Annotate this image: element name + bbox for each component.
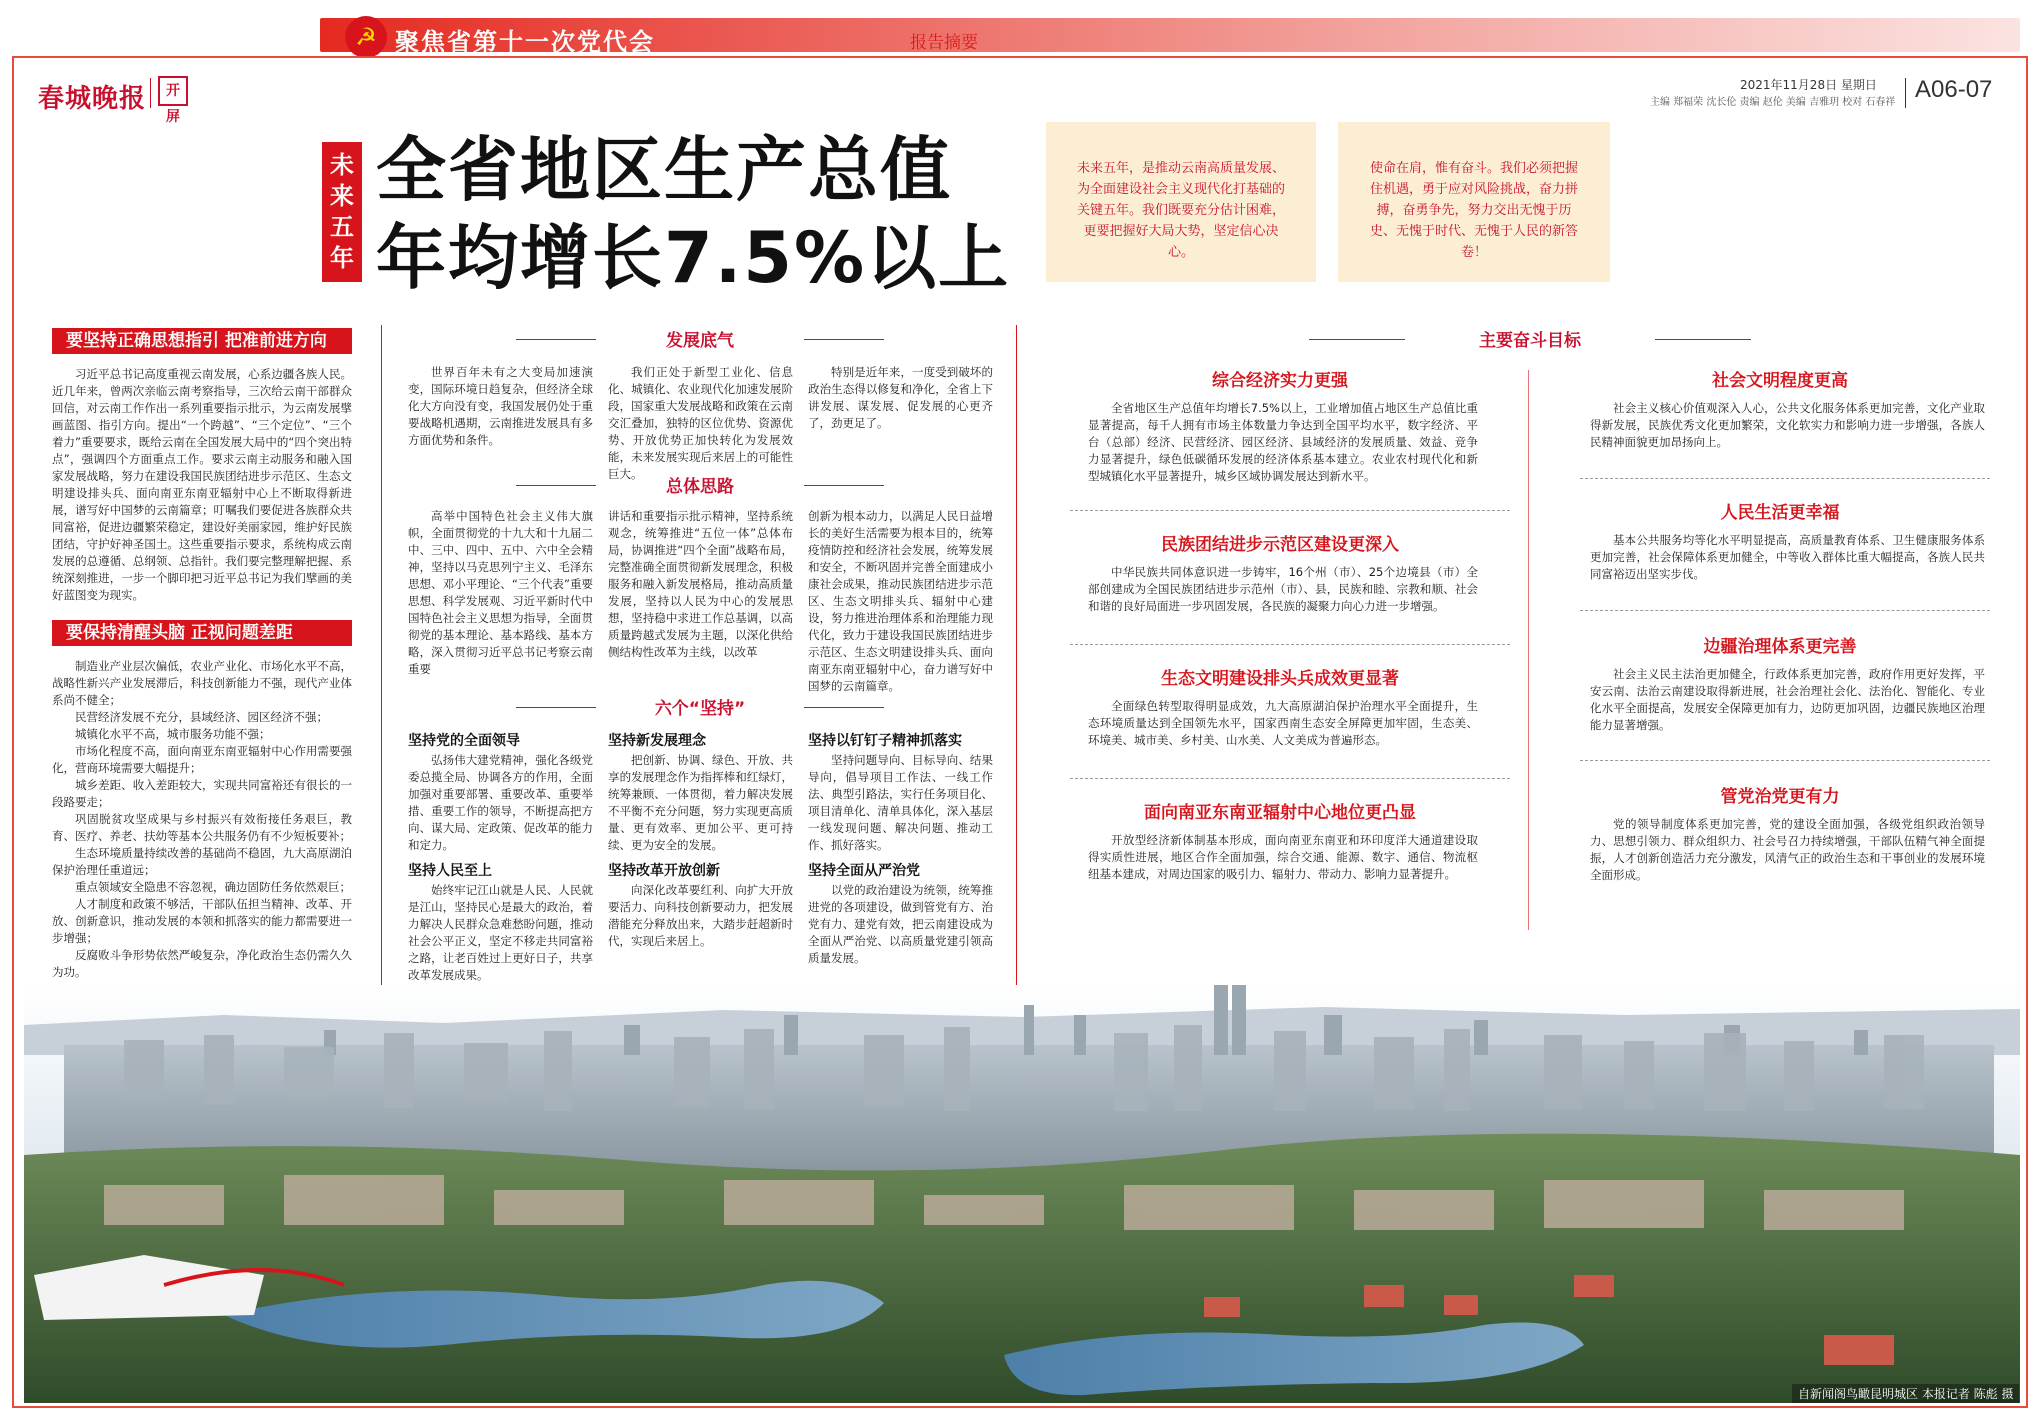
- banner-title: 聚焦省第十一次党代会: [395, 28, 655, 56]
- goal-text: 全省地区生产总值年均增长7.5%以上，工业增加值占地区生产总值比重显著提高，每千人拥有市场主体数量力争达到全国平均水平，数字经济、平台（总部）经济、民营经济、园区经济、县域经济的发展质量、效益、竞争力显著提升，绿色低碳循环发展的经济体系基本建立。农业农村现代化和新型城镇化水平显著提升，城乡区域协调发展达到新水平。: [1088, 401, 1478, 483]
- top-banner: [0, 0, 2042, 56]
- dev-col-3: 特别是近年来，一度受到破坏的政治生态得以修复和净化，全省上下讲发展、谋发展、促发展的心更齐了，劲更足了。: [808, 365, 993, 430]
- page-number: A06-07: [1915, 76, 1993, 103]
- goal-divider: [1580, 478, 1990, 479]
- problems-intro: 制造业产业层次偏低，农业产业化、市场化水平不高，战略性新兴产业发展滞后，科技创新能力不强，现代产业体系尚不健全；: [52, 659, 352, 707]
- thinking-col-3: 创新为根本动力，以满足人民日益增长的美好生活需要为根本目的，统筹疫情防控和经济社会发展，统筹发展和安全，不断巩固并完善全面建成小康社会成果，推动民族团结进步示范区、生态文明排头兵、辐射中心建设，努力推进治理体系和治理能力现代化，致力于建设我国民族团结进步示范区、生态文明建设排头兵、面向南亚东南亚辐射中心，奋力谱写好中国梦的云南篇章。: [808, 509, 993, 693]
- goal-text: 党的领导制度体系更加完善，党的建设全面加强，各级党组织政治领导力、思想引领力、群众组织力、社会号召力持续增强，干部队伍精气神全面提振，人才创新创造活力充分激发，风清气正的政治生态和干事创业的发展环境全面形成。: [1590, 817, 1985, 882]
- vertical-tag-text: 未来五年: [330, 151, 354, 272]
- column-divider: [1528, 370, 1529, 930]
- problem-item: 城乡差距、收入差距较大，实现共同富裕还有很长的一段路要走；: [52, 778, 352, 809]
- goal-divider: [1580, 760, 1990, 761]
- column-divider: [1016, 325, 1017, 985]
- persist-text: 把创新、协调、绿色、开放、共享的发展理念作为指挥棒和红绿灯，统筹兼顾、一体贯彻，着力解决发展不平衡不充分问题，努力实现更高质量、更有效率、更加公平、更可持续、更为安全的发展。: [608, 753, 793, 852]
- goal-title: 生态文明建设排头兵成效更显著: [1161, 669, 1399, 689]
- goal-text: 中华民族共同体意识进一步铸牢，16个州（市）、25个边境县（市）全部创建成为全国民族团结进步示范州（市）、县，民族和睦、宗教和顺、社会和谐的良好局面进一步巩固发展，各民族的凝聚力向心力进一步增强。: [1088, 565, 1478, 613]
- page-number-divider: [1905, 78, 1906, 108]
- problem-item: 市场化程度不高，面向南亚东南亚辐射中心作用需要强化，营商环境需要大幅提升；: [52, 744, 352, 775]
- thinking-col-1: 高举中国特色社会主义伟大旗帜，全面贯彻党的十九大和十九届二中、三中、四中、五中、六中全会精神，坚持以马克思列宁主义、毛泽东思想、邓小平理论、“三个代表”重要思想、科学发展观、习近平新时代中国特色社会主义思想为指导，全面贯彻党的基本理论、基本路线、基本方略，深入贯彻习近平总书记考察云南重要: [408, 509, 593, 676]
- persist-text: 坚持问题导向、目标导向、结果导向，倡导项目工作法、一线工作法、典型引路法，实行任务项目化、项目清单化、清单具体化，深入基层一线发现问题、解决问题、推动工作、抓好落实。: [808, 753, 993, 852]
- goal-title: 人民生活更幸福: [1720, 503, 1840, 523]
- masthead-name: 春城晚报: [38, 84, 147, 114]
- headline-line2: 年均增长7.5%以上: [376, 217, 1011, 299]
- quote-box-2: 使命在肩，惟有奋斗。我们必须把握住机遇，勇于应对风险挑战，奋力拼搏，奋勇争先，努力交出无愧于历史、无愧于时代、无愧于人民的新答卷！: [1338, 122, 1610, 282]
- guidance-text: [52, 366, 352, 604]
- goal-text: 社会主义民主法治更加健全，行政体系更加完善，政府作用更好发挥，平安云南、法治云南建设取得新进展，社会治理社会化、法治化、智能化、专业化水平全面提高，发展安全保障更加有力，边防更加巩固，边疆民族地区治理能力显著增强。: [1590, 667, 1985, 732]
- goal-divider: [1580, 610, 1990, 611]
- problem-item: 生态环境质量持续改善的基础尚不稳固，九大高原湖泊保护治理任重道远；: [52, 846, 352, 877]
- persist-text: 弘扬伟大建党精神，强化各级党委总揽全局、协调各方的作用，全面加强对重要部署、重要改革、重要举措、重要工作的领导，不断提高把方向、谋大局、定政策、促改革的能力和定力。: [408, 753, 593, 852]
- problem-item: 反腐败斗争形势依然严峻复杂，净化政治生态仍需久久为功。: [52, 948, 352, 979]
- kaiping-logo-icon: 开屏: [158, 76, 188, 106]
- section-title-six-persist: 六个“坚持”: [600, 694, 800, 719]
- goal-divider: [1070, 644, 1510, 645]
- section-title-development: 发展底气: [600, 326, 800, 351]
- city-skyline-illustration: [24, 985, 2020, 1403]
- persist-title: 坚持党的全面领导: [408, 733, 520, 749]
- goal-text: 开放型经济新体制基本形成，面向南亚东南亚和环印度洋大通道建设取得实质性进展，地区合作全面加强，综合交通、能源、数字、通信、物流枢纽基本建成，对周边国家的吸引力、辐射力、带动力、影响力显著提升。: [1088, 833, 1478, 881]
- vertical-tag: [322, 142, 362, 282]
- goal-text: 全面绿色转型取得明显成效，九大高原湖泊保护治理水平全面提升，生态环境质量达到全国领先水平，国家西南生态安全屏障更加牢固，生态美、环境美、城市美、乡村美、山水美、人文美成为普遍形态。: [1088, 699, 1478, 747]
- masthead-divider: [150, 78, 151, 108]
- persist-text: 始终牢记江山就是人民、人民就是江山，坚持民心是最大的政治，着力解决人民群众急难愁盼问题，推动社会公平正义，坚定不移走共同富裕之路，让老百姓过上更好日子，共享改革发展成果。: [408, 883, 593, 982]
- persist-title: 坚持人民至上: [408, 863, 492, 879]
- problem-item: 重点领域安全隐患不容忽视，确边固防任务依然艰巨；: [75, 880, 351, 894]
- persist-title: 坚持改革开放创新: [608, 863, 720, 879]
- dev-col-1: 世界百年未有之大变局加速演变，国际环境日趋复杂，但经济全球化大方向没有变，我国发展仍处于重要战略机遇期，云南推进发展具有多方面优势和条件。: [408, 365, 593, 447]
- goal-title: 民族团结进步示范区建设更深入: [1161, 535, 1399, 555]
- column-divider: [381, 325, 382, 985]
- quote-box-1: 未来五年，是推动云南高质量发展、为全面建设社会主义现代化打基础的关键五年。我们既要充分估计困难，更要把握好大局大势，坚定信心决心。: [1046, 122, 1316, 282]
- problems-text: [52, 658, 352, 981]
- problem-item: 城镇化水平不高，城市服务功能不强；: [75, 727, 271, 741]
- guidance-paragraph: 习近平总书记高度重视云南发展，心系边疆各族人民。近几年来，曾两次亲临云南考察指导，三次给云南干部群众回信，对云南工作作出一系列重要指示批示，为云南发展擘画蓝图、指引方向。提出“一个跨越”、“三个定位”、“三个着力”重要要求，既给云南在全国发展大局中的“四个突出特点”，强调四个方面重点工作。要求云南主动服务和融入国家发展战略，努力在建设我国民族团结进步示范区、生态文明建设排头兵、面向南亚东南亚辐射中心上不断取得新进展，谱写好中国梦的云南篇章；叮嘱我们要促进各族群众共同富裕，促进边疆繁荣稳定，建设好美丽家园，维护好民族团结，守护好神圣国土。这些重要指示要求，系统构成云南发展的总遵循、总纲领、总指针。我们要完整理解把握、系统深刻推进，一步一个脚印把习近平总书记为我们擘画的美好蓝图变为现实。: [52, 367, 352, 602]
- goal-title: 管党治党更有力: [1720, 787, 1840, 807]
- thinking-col-2: 讲话和重要指示批示精神，坚持系统观念，统筹推进“五位一体”总体布局，协调推进“四个全面”战略布局，完整准确全面贯彻新发展理念，积极服务和融入新发展格局，推动高质量发展，坚持以人民为中心的发展思想，坚持稳中求进工作总基调，以高质量跨越式发展为主题，以深化供给侧结构性改革为主线，以改革: [608, 509, 793, 659]
- staff-credits: 主编 郑福荣 沈长伦 责编 赵伦 美编 吉雅玥 校对 石春祥: [1650, 97, 1896, 108]
- section-title-problems: 要保持清醒头脑 正视问题差距: [52, 620, 352, 646]
- persist-title: 坚持以钉钉子精神抓落实: [808, 733, 962, 749]
- goal-title: 面向南亚东南亚辐射中心地位更凸显: [1144, 803, 1416, 823]
- persist-title: 坚持新发展理念: [608, 733, 706, 749]
- problem-item: 巩固脱贫攻坚成果与乡村振兴有效衔接任务艰巨，教育、医疗、养老、扶幼等基本公共服务仍有不少短板要补；: [52, 812, 352, 843]
- banner-subtitle: 报告摘要: [910, 33, 978, 53]
- goal-title: 综合经济实力更强: [1212, 371, 1348, 391]
- goal-divider: [1070, 510, 1510, 511]
- persist-title: 坚持全面从严治党: [808, 863, 920, 879]
- section-title-guidance: 要坚持正确思想指引 把准前进方向: [52, 328, 352, 354]
- problem-item: 人才制度和政策不够活，干部队伍担当精神、改革、开放、创新意识，推动发展的本领和抓落实的能力都需要进一步增强；: [52, 897, 352, 945]
- photo-caption: 自新闻阁鸟瞰昆明城区 本报记者 陈彪 摄: [1792, 1384, 2019, 1403]
- headline: [376, 126, 1010, 302]
- goal-text: 社会主义核心价值观深入人心，公共文化服务体系更加完善，文化产业取得新发展，民族优秀文化更加繁荣，文化软实力和影响力进一步增强，各族人民精神面貌更加昂扬向上。: [1590, 401, 1985, 449]
- city-aerial-photo: [24, 985, 2020, 1403]
- goal-title: 边疆治理体系更完善: [1703, 637, 1857, 657]
- problem-item: 民营经济发展不充分，县域经济、园区经济不强；: [75, 710, 328, 724]
- goal-text: 基本公共服务均等化水平明显提高，高质量教育体系、卫生健康服务体系更加完善，社会保障体系更加健全，中等收入群体比重大幅提高，各族人民共同富裕迈出坚实步伐。: [1590, 533, 1985, 581]
- headline-line1: 全省地区生产总值: [376, 129, 952, 211]
- dateline: 2021年11月28日 星期日: [1740, 78, 1877, 92]
- section-title-thinking: 总体思路: [600, 472, 800, 497]
- section-title-goals: 主要奋斗目标: [1410, 326, 1650, 351]
- persist-text: 向深化改革要红利、向扩大开放要活力、向科技创新要动力，把发展潜能充分释放出来，大踏步赶超新时代，实现后来居上。: [608, 883, 793, 948]
- dev-col-2: 我们正处于新型工业化、信息化、城镇化、农业现代化加速发展阶段，国家重大发展战略和政策在云南交汇叠加，独特的区位优势、资源优势、开放优势正加快转化为发展效能，未来发展实现后来居上的可能性巨大。: [608, 365, 793, 481]
- goal-divider: [1070, 778, 1510, 779]
- party-emblem-icon: ☭: [345, 16, 387, 58]
- goal-title: 社会文明程度更高: [1712, 371, 1848, 391]
- persist-text: 以党的政治建设为统领，统筹推进党的各项建设，做到管党有方、治党有力、建党有效，把云南建设成为全面从严治党、以高质量党建引领高质量发展。: [808, 883, 993, 965]
